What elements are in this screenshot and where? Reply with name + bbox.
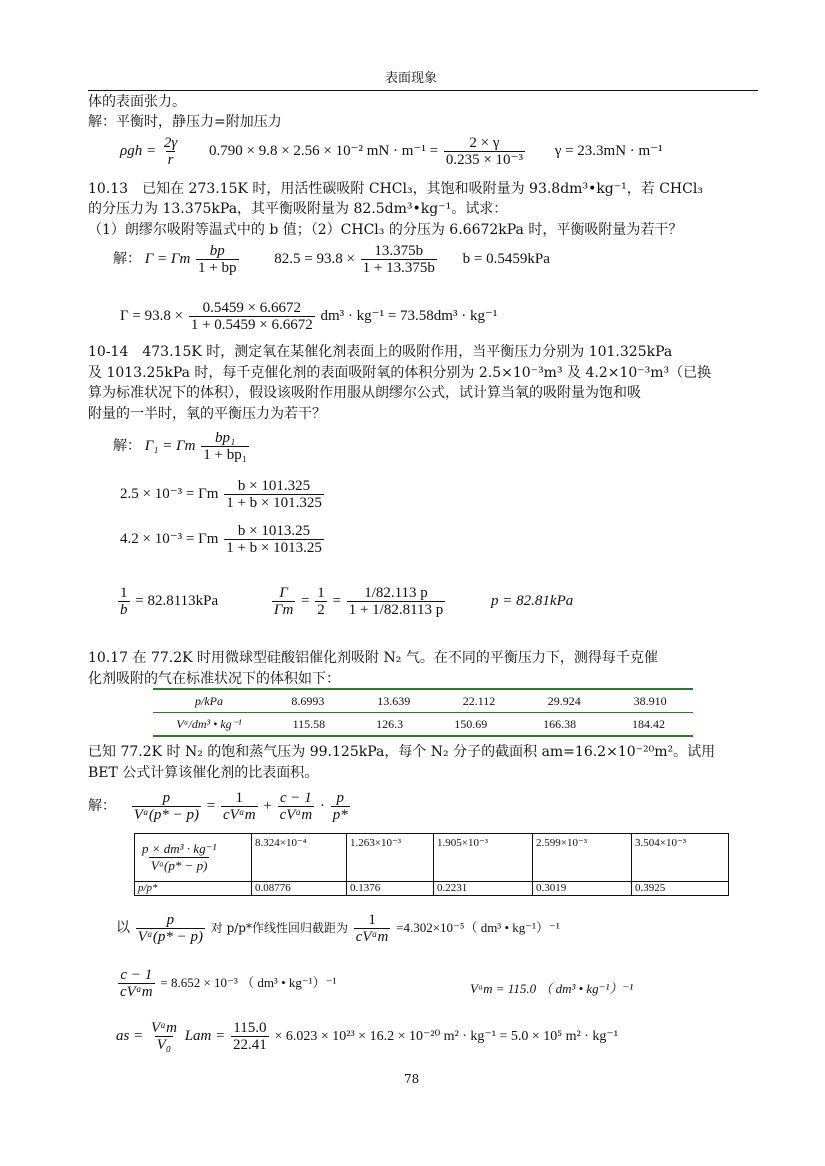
eq8-frac-1: $\frac{p}{\text{Vᵃ(p* − p)}}$ bbox=[133, 790, 200, 823]
eq7-eq: = bbox=[301, 592, 310, 609]
eq4-lhs: Γ₁ = Γm bbox=[144, 437, 196, 454]
equation-vm: Vᵃm = 115.0 （ dm³ • kg⁻¹）⁻¹ bbox=[470, 981, 634, 996]
eq3-lhs: Γ = 93.8 × bbox=[120, 307, 184, 324]
table-cell: 0.2231 bbox=[434, 882, 533, 896]
equation-gamma-1 bbox=[113, 430, 251, 463]
problem-10-17-line-3: 已知 77.2K 时 N₂ 的饱和蒸气压为 99.125kPa，每个 N₂ 分子的截面积 am=16.2×10⁻²⁰m²。试用 bbox=[88, 744, 716, 760]
equation-adsorption-amount bbox=[120, 300, 497, 333]
eq4-frac: $\frac{\text{bp₁}}{\text{1 + bp₁}}$ bbox=[203, 430, 247, 463]
eq1-rhs: γ = 23.3mN · m⁻¹ bbox=[554, 142, 663, 159]
eq2-mid: 82.5 = 93.8 × bbox=[274, 250, 355, 267]
eq1-mid: 0.790 × 9.8 × 2.56 × 10⁻² mN · m⁻¹ = bbox=[209, 142, 439, 159]
table1-row2-label: Vᵃ/dm³ • kg⁻¹ bbox=[176, 716, 242, 731]
problem-10-13-line-1: 10.13 已知在 273.15K 时，用活性碳吸附 CHCl₃，其饱和吸附量为 93.8dm³•kg⁻¹，若 CHCl₃ bbox=[88, 181, 703, 197]
eq8-frac-2: $\frac{1}{\text{cVᵃm}}$ bbox=[222, 790, 256, 823]
table-cell: 115.58 bbox=[292, 716, 326, 731]
table2-row2-label: p/p* bbox=[135, 882, 252, 896]
equation-langmuir bbox=[113, 243, 550, 276]
eq10-rhs: = 8.652 × 10⁻³ （ dm³ • kg⁻¹）⁻¹ bbox=[160, 974, 337, 990]
table-cell: 150.69 bbox=[454, 716, 488, 731]
table-cell: 0.3925 bbox=[632, 882, 729, 896]
equation-half-coverage: $\frac{1}{b}$ = 82.8113kPa $\frac{\Gamma}{\Gamma m}$ = $\frac{1}{2}$ = $\frac{1/82.113 p}{1 + 1/82.8113 p}$ p = 82.81kPa bbox=[120, 585, 574, 618]
eq8-plus: + bbox=[263, 797, 272, 814]
table-row bbox=[153, 690, 693, 712]
eq5-frac: $\frac{b \times 101.325}{1 + b \times 101.325}$ bbox=[226, 478, 322, 511]
table-cell: 0.08776 bbox=[252, 882, 347, 896]
intro-line-1: 体的表面张力。 bbox=[88, 94, 186, 110]
eq1-lhs: ρgh = bbox=[120, 142, 157, 159]
table-cell: 184.42 bbox=[632, 716, 666, 731]
eq7-frac-d: $\frac{1/82.113 p}{1 + 1/82.8113 p}$ bbox=[348, 585, 444, 618]
equation-p2 bbox=[120, 523, 326, 556]
table-row bbox=[153, 713, 693, 735]
table1-row1-label: p/kPa bbox=[195, 693, 223, 708]
equation-surface-tension bbox=[120, 135, 663, 168]
problem-10-17-line-1: 10.17 在 77.2K 时用微球型硅酸铝催化剂吸附 N₂ 气。在不同的平衡压力下，测得每千克催 bbox=[88, 650, 658, 666]
eq4-lead: 解： bbox=[113, 437, 141, 454]
eq8-frac-3: $\frac{c - 1}{\text{cVᵃm}}$ bbox=[279, 790, 313, 823]
eq2-lhs: Γ = Γm bbox=[144, 250, 191, 267]
table-cell: 13.639 bbox=[377, 693, 411, 708]
eq7-frac-a: $\frac{1}{b}$ bbox=[120, 585, 128, 618]
eq8-dot: · bbox=[319, 797, 325, 814]
equation-specific-surface bbox=[116, 1020, 618, 1053]
eq2-frac-1: $\frac{bp}{1 + bp}$ bbox=[198, 243, 237, 276]
header-rule bbox=[88, 90, 758, 91]
table-cell: 0.3019 bbox=[533, 882, 632, 896]
table-cell: 29.924 bbox=[547, 693, 581, 708]
header-title: 表面现象 bbox=[385, 71, 438, 86]
table-cell: 22.112 bbox=[462, 693, 496, 708]
eq7-a-rhs: = 82.8113kPa bbox=[135, 592, 219, 609]
eq5-lhs: 2.5 × 10⁻³ = Γm bbox=[120, 485, 219, 502]
eq10-frac: $\frac{c - 1}{\text{cVᵃm}}$ bbox=[120, 967, 153, 1000]
eq1-frac-2: $\frac{2 \times \gamma}{\text{0.235 × 10⁻³}}$ bbox=[445, 135, 523, 168]
eq7-frac-c: $\frac{1}{2}$ bbox=[317, 585, 325, 618]
table-cell: 38.910 bbox=[633, 693, 667, 708]
equation-regression bbox=[116, 912, 560, 945]
table-cell: 8.324×10⁻⁴ bbox=[252, 834, 347, 882]
table-cell: 1.905×10⁻³ bbox=[434, 834, 533, 882]
eq11-lhs: as = bbox=[116, 1027, 144, 1044]
table-cell: 2.599×10⁻³ bbox=[533, 834, 632, 882]
eq9-frac-2: $\frac{1}{\text{cVᵃm}}$ bbox=[355, 912, 389, 945]
problem-10-17-line-4: BET 公式计算该催化剂的比表面积。 bbox=[88, 765, 319, 781]
table-bet-data bbox=[134, 833, 729, 896]
eq1-frac-1: $\frac{2\gamma}{r}$ bbox=[163, 135, 178, 168]
equation-slope bbox=[116, 967, 336, 1000]
eq3-rhs: dm³ · kg⁻¹ = 73.58dm³ · kg⁻¹ bbox=[320, 307, 498, 324]
eq6-lhs: 4.2 × 10⁻³ = Γm bbox=[120, 530, 219, 547]
eq3-frac: $\frac{0.5459 \times 6.6672}{1 + 0.5459 \times 6.6672}$ bbox=[190, 300, 313, 333]
eq9-pre: 以 bbox=[116, 919, 130, 936]
problem-10-14-line-2: 及 1013.25kPa 时，每千克催化剂的表面吸附氧的体积分别为 2.5×10⁻³m³ 及 4.2×10⁻³m³（已换 bbox=[88, 365, 712, 381]
table-cell: 1.263×10⁻³ bbox=[347, 834, 434, 882]
problem-10-13-line-3: （1）朗缪尔吸附等温式中的 b 值；（2）CHCl₃ 的分压为 6.6672kPa 时，平衡吸附量为若干？ bbox=[88, 222, 683, 238]
eq8-lead: 解： bbox=[88, 797, 116, 814]
problem-10-14-line-1: 10-14 473.15K 时，测定氧在某催化剂表面上的吸附作用，当平衡压力分别为 101.325kPa bbox=[88, 344, 673, 360]
table-cell: 126.3 bbox=[376, 716, 404, 731]
eq7-frac-b: $\frac{\Gamma}{\Gamma m}$ bbox=[273, 585, 294, 618]
table-cell: 0.1376 bbox=[347, 882, 434, 896]
table-row bbox=[135, 882, 729, 896]
problem-10-13-line-2: 的分压力为 13.375kPa，其平衡吸附量为 82.5dm³•kg⁻¹。试求： bbox=[88, 201, 508, 217]
table-cell: 166.38 bbox=[543, 716, 577, 731]
eq8-eq: = bbox=[206, 797, 216, 814]
table-cell: 3.504×10⁻³ bbox=[632, 834, 729, 882]
table-row bbox=[135, 834, 729, 882]
table-cell: 8.6993 bbox=[291, 693, 325, 708]
eq2-rhs: b = 0.5459kPa bbox=[462, 250, 550, 267]
eq11-mid: Lam = bbox=[184, 1027, 226, 1044]
equation-bet bbox=[88, 790, 352, 823]
page-number: 78 bbox=[404, 1072, 420, 1086]
eq9-frac-1: $\frac{p}{\text{Vᵃ(p* − p)}}$ bbox=[137, 912, 204, 945]
eq2-lead: 解： bbox=[113, 250, 141, 267]
eq11-frac-2: $\frac{115.0}{22.41}$ bbox=[233, 1020, 267, 1053]
intro-line-2: 解：平衡时，静压力=附加压力 bbox=[88, 114, 282, 130]
table2-row1-label: $\frac{\text{p × dm³ · kg⁻¹}}{\text{Vᵃ(p* − p)}}$ bbox=[135, 834, 252, 882]
problem-10-17-line-2: 化剂吸附的气在标准状况下的体积如下： bbox=[88, 671, 340, 687]
eq8-frac-4: $\frac{p}{p*}$ bbox=[332, 790, 348, 823]
problem-10-14-line-4: 附量的一半时，氧的平衡压力为若干？ bbox=[88, 406, 326, 422]
eq6-frac: $\frac{b \times 1013.25}{1 + b \times 1013.25}$ bbox=[226, 523, 322, 556]
equation-p1 bbox=[120, 478, 326, 511]
eq7-rhs: p = 82.81kPa bbox=[491, 592, 574, 609]
problem-10-14-line-3: 算为标准状况下的体积），假设该吸附作用服从朗缪尔公式，试计算当氧的吸附量为饱和吸 bbox=[88, 385, 641, 401]
eq2-frac-2: $\frac{13.375b}{1 + 13.375b}$ bbox=[362, 243, 435, 276]
eq11-frac-1: $\frac{\text{Vᵃm}}{\text{V₀}}$ bbox=[150, 1020, 177, 1053]
eq9-mid: 对 p/p*作线性回归截距为 bbox=[210, 920, 348, 935]
eq9-rhs: =4.302×10⁻⁵（ dm³ • kg⁻¹）⁻¹ bbox=[396, 919, 560, 935]
eq11-rhs: × 6.023 × 10²³ × 16.2 × 10⁻²⁰ m² · kg⁻¹ = 5.0 × 10⁵ m² · kg⁻¹ bbox=[274, 1028, 619, 1044]
table-adsorption-data bbox=[153, 688, 693, 737]
